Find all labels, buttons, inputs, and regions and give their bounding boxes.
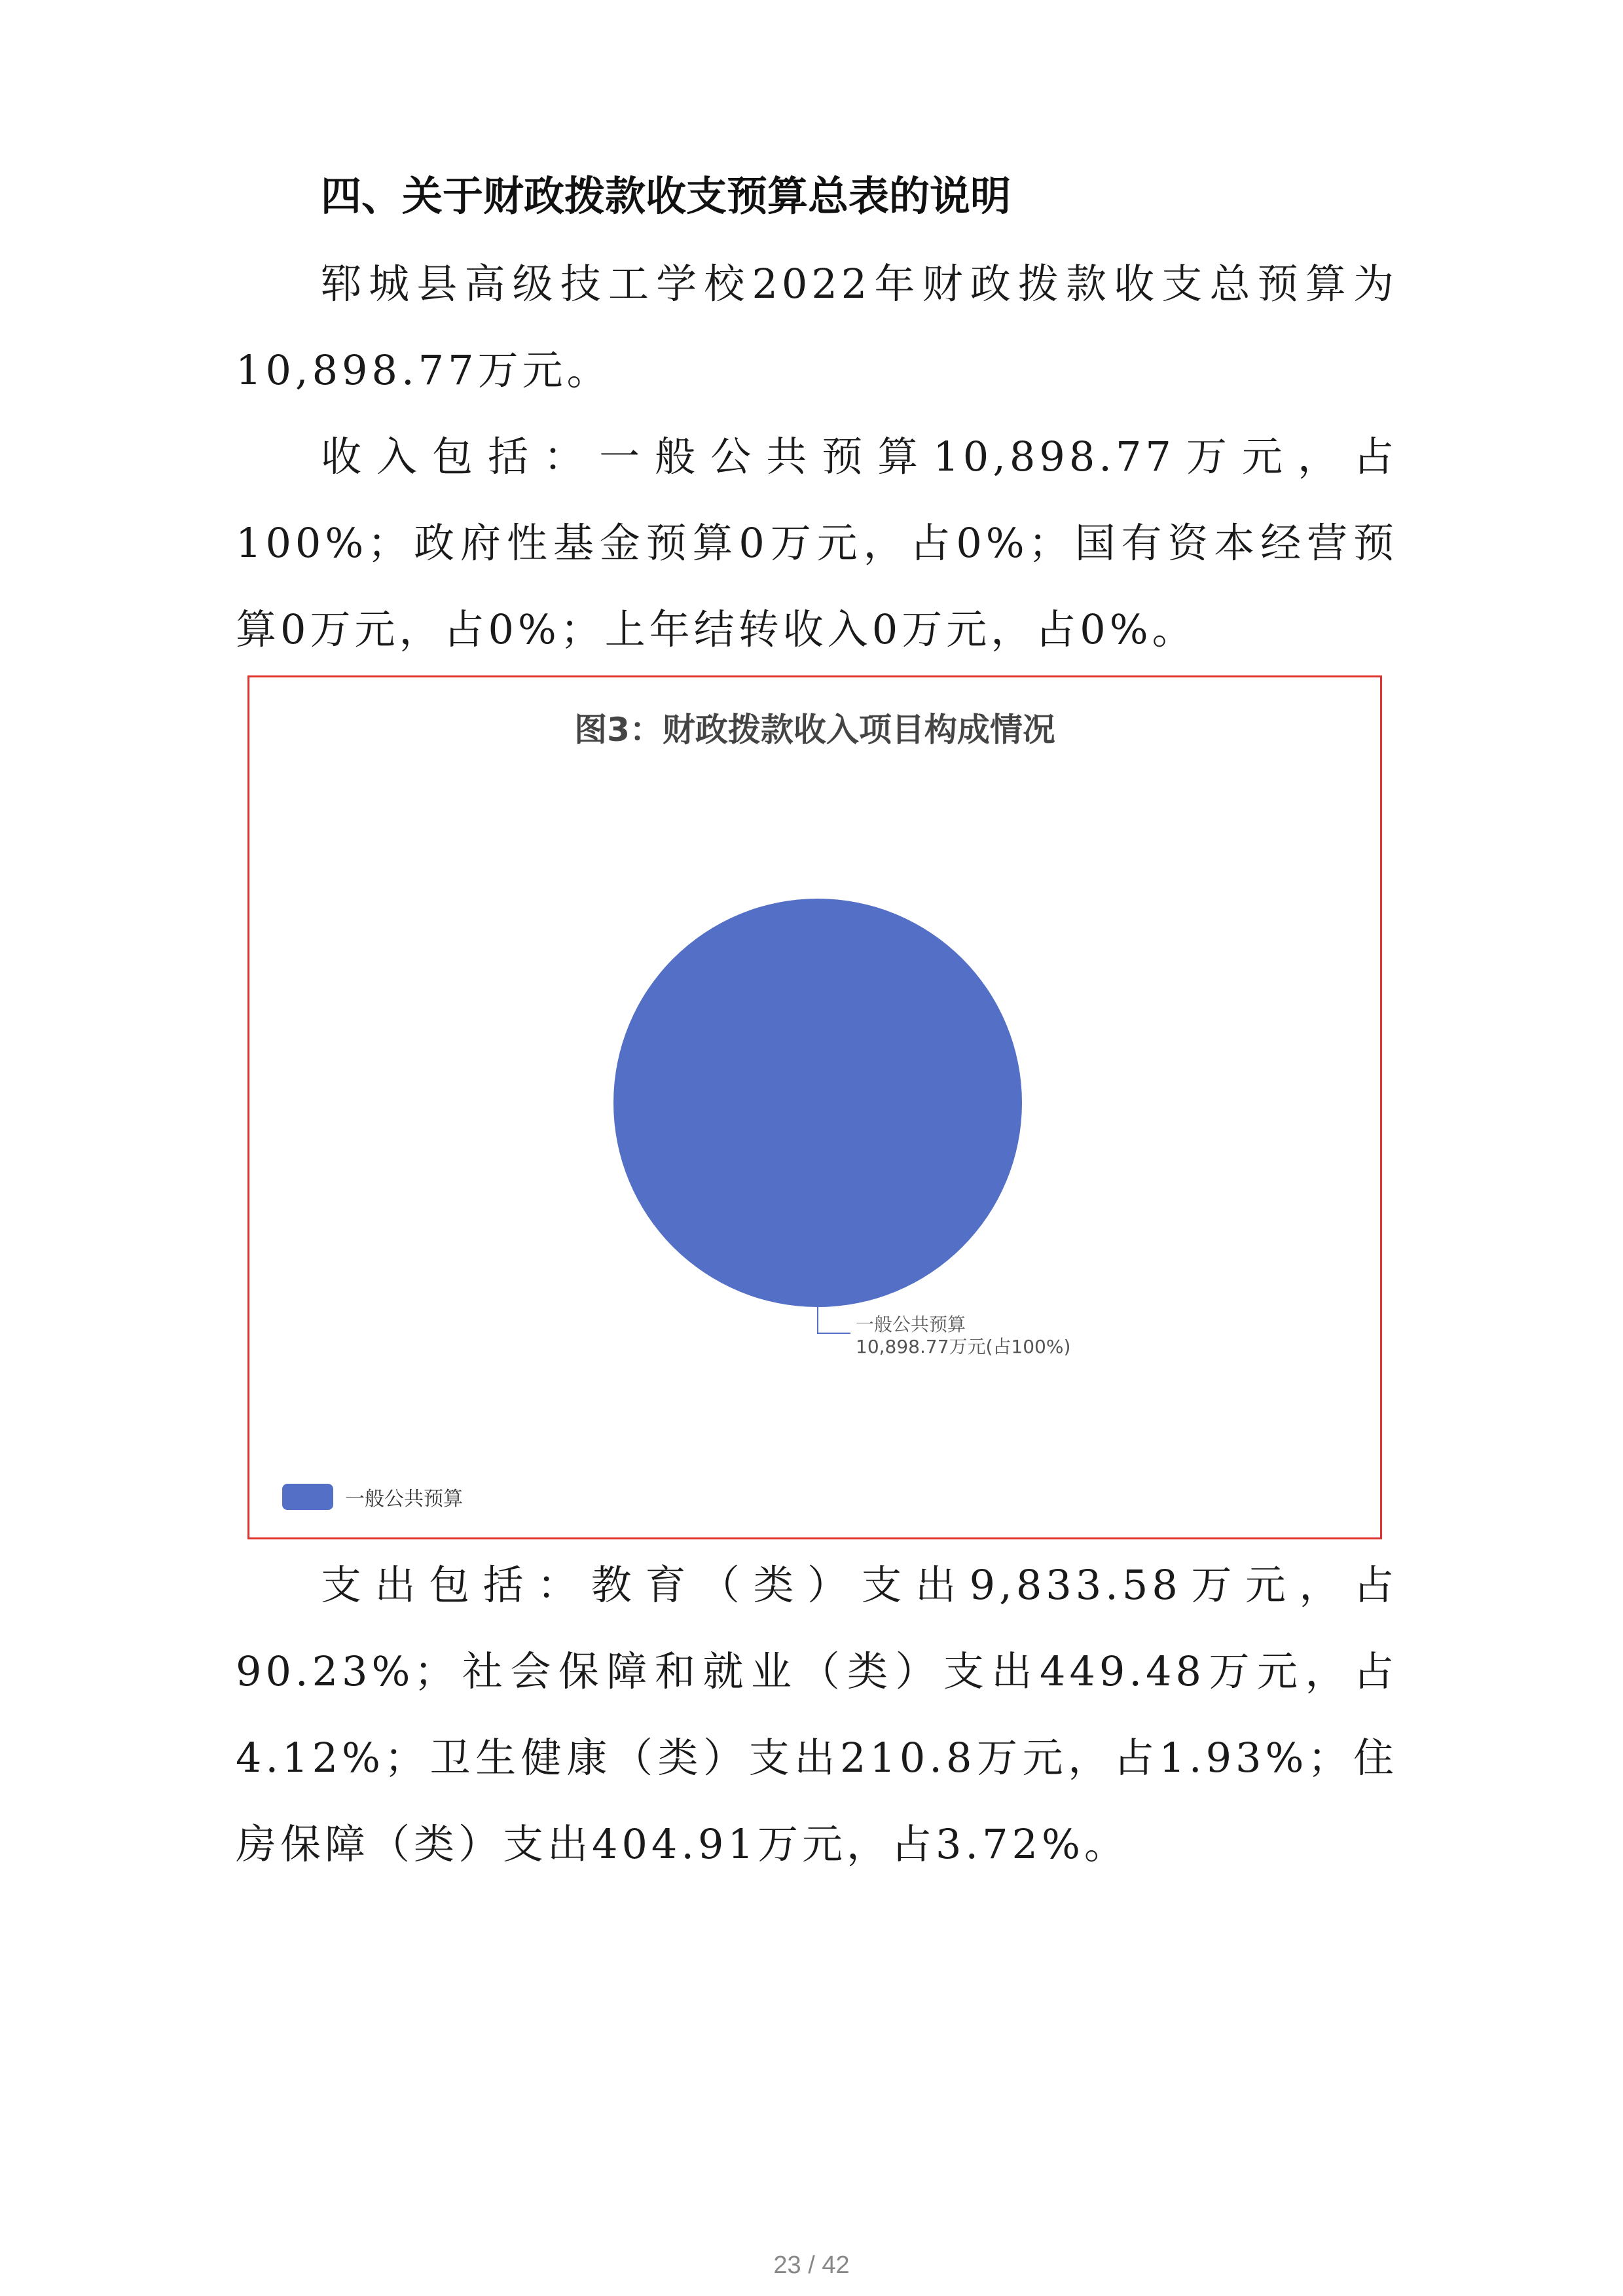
pie-label-value-0: 10,898.77万元(占100%): [856, 1336, 1071, 1357]
income-paragraph: 收入包括：一般公共预算10,898.77万元，占100%；政府性基金预算0万元，占0%；国有资本经营预算0万元，占0%；上年结转收入0万元，占0%。: [236, 433, 1398, 653]
pie-chart: [249, 677, 1380, 1537]
chart-frame: [247, 675, 1382, 1539]
legend-label[interactable]: 一般公共预算: [345, 1488, 463, 1511]
pie-label-line-0: [818, 1307, 850, 1333]
pie-label-name-0: 一般公共预算: [856, 1314, 966, 1335]
legend-swatch[interactable]: [282, 1484, 333, 1510]
page-number: 23 / 42: [773, 2251, 850, 2279]
section-heading: 四、关于财政拨款收支预算总表的说明: [321, 172, 1012, 220]
summary-paragraph: 郓城县高级技工学校2022年财政拨款收支总预算为10,898.77万元。: [236, 260, 1398, 394]
chart-legend: [282, 1482, 463, 1511]
chart-title: 图3：财政拨款收入项目构成情况: [574, 711, 1055, 749]
pie-slice-0[interactable]: [613, 899, 1022, 1307]
expense-paragraph: 支出包括：教育（类）支出9,833.58万元，占90.23%；社会保障和就业（类）支出449.48万元，占4.12%；卫生健康（类）支出210.8万元，占1.93%；住房保障（类）支出404.91万元，占3.72%。: [236, 1561, 1398, 1868]
